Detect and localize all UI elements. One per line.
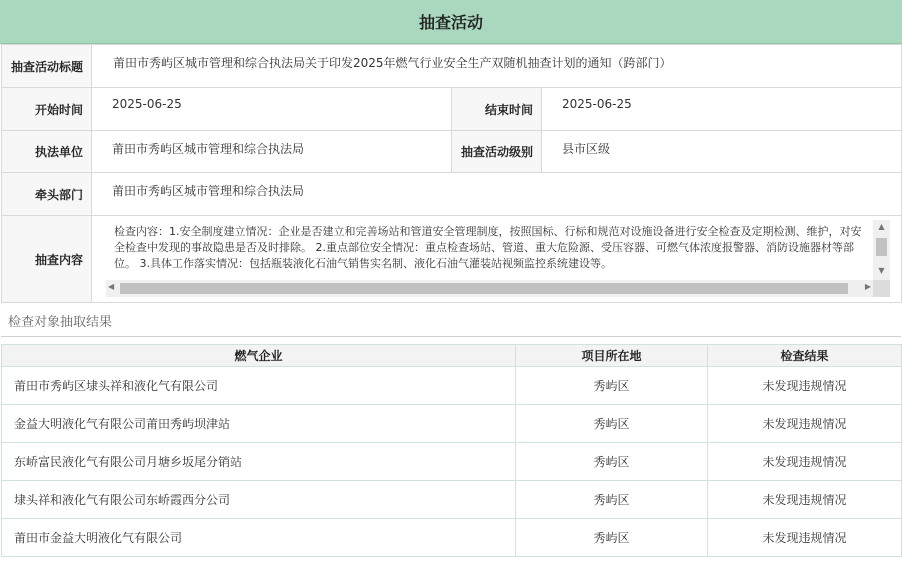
result-table <box>1 344 902 557</box>
result-cell: 未发现违规情况 <box>708 481 902 519</box>
column-header-location: 项目所在地 <box>516 345 708 367</box>
location-cell: 秀屿区 <box>516 519 708 557</box>
end-time-value: 2025-06-25 <box>542 88 902 131</box>
enterprise-cell: 莆田市金益大明液化气有限公司 <box>2 519 516 557</box>
table-row <box>2 443 902 481</box>
table-row <box>2 481 902 519</box>
end-time-label: 结束时间 <box>452 88 542 131</box>
unit-label: 执法单位 <box>2 131 92 173</box>
location-cell: 秀屿区 <box>516 481 708 519</box>
scroll-right-arrow-icon[interactable]: ▶ <box>864 282 871 291</box>
start-time-value: 2025-06-25 <box>92 88 452 131</box>
vertical-scrollbar[interactable] <box>873 220 890 280</box>
table-row <box>2 367 902 405</box>
location-cell: 秀屿区 <box>516 367 708 405</box>
location-cell: 秀屿区 <box>516 443 708 481</box>
vertical-scroll-thumb[interactable] <box>876 238 887 256</box>
result-cell: 未发现违规情况 <box>708 405 902 443</box>
column-header-result: 检查结果 <box>708 345 902 367</box>
content-cell <box>92 216 902 303</box>
title-label: 抽查活动标题 <box>2 45 92 88</box>
enterprise-cell: 埭头祥和液化气有限公司东峤霞西分公司 <box>2 481 516 519</box>
activity-info-table <box>1 44 902 303</box>
page-title: 抽查活动 <box>0 0 902 44</box>
horizontal-scroll-thumb[interactable] <box>120 283 848 294</box>
content-scroll-area[interactable] <box>106 220 890 302</box>
start-time-label: 开始时间 <box>2 88 92 131</box>
info-row-unit <box>2 131 902 173</box>
enterprise-cell: 东峤富民液化气有限公司月塘乡坂尾分销站 <box>2 443 516 481</box>
lead-dept-label: 牵头部门 <box>2 173 92 216</box>
scroll-down-arrow-icon[interactable]: ▼ <box>878 266 885 275</box>
table-row <box>2 405 902 443</box>
scroll-up-arrow-icon[interactable]: ▲ <box>878 222 885 231</box>
title-value: 莆田市秀屿区城市管理和综合执法局关于印发2025年燃气行业安全生产双随机抽查计划的通知（跨部门） <box>92 45 902 88</box>
location-cell: 秀屿区 <box>516 405 708 443</box>
info-row-title <box>2 45 902 88</box>
result-header-row <box>2 345 902 367</box>
result-cell: 未发现违规情况 <box>708 443 902 481</box>
enterprise-cell: 金益大明液化气有限公司莆田秀屿坝津站 <box>2 405 516 443</box>
table-row <box>2 519 902 557</box>
info-row-dates <box>2 88 902 131</box>
lead-dept-value: 莆田市秀屿区城市管理和综合执法局 <box>92 173 902 216</box>
content-label: 抽查内容 <box>2 216 92 303</box>
result-section-title: 检查对象抽取结果 <box>1 308 901 337</box>
info-row-content <box>2 216 902 303</box>
enterprise-cell: 莆田市秀屿区埭头祥和液化气有限公司 <box>2 367 516 405</box>
scroll-left-arrow-icon[interactable]: ◀ <box>108 282 115 291</box>
result-cell: 未发现违规情况 <box>708 367 902 405</box>
unit-value: 莆田市秀屿区城市管理和综合执法局 <box>92 131 452 173</box>
horizontal-scrollbar[interactable] <box>106 280 873 297</box>
level-label: 抽查活动级别 <box>452 131 542 173</box>
content-text: 检查内容：1.安全制度建立情况：企业是否建立和完善场站和管道安全管理制度，按照国标、行标和规范对设施设备进行安全检查及定期检测、维护，对安全检查中发现的事故隐患是否及时排除。 2.重点部位安全情况：重点检查场站、管道、重大危险源、受压容器、可燃气体浓度报警器、消防设施器材等部位。 3.具体工作落实情况：包括瓶装液化石油气销售实名制、液化石油气灌装站视频监控系统建设等。 <box>114 225 862 270</box>
level-value: 县市区级 <box>542 131 902 173</box>
scrollbar-corner <box>873 280 890 297</box>
result-cell: 未发现违规情况 <box>708 519 902 557</box>
info-row-lead <box>2 173 902 216</box>
column-header-enterprise: 燃气企业 <box>2 345 516 367</box>
